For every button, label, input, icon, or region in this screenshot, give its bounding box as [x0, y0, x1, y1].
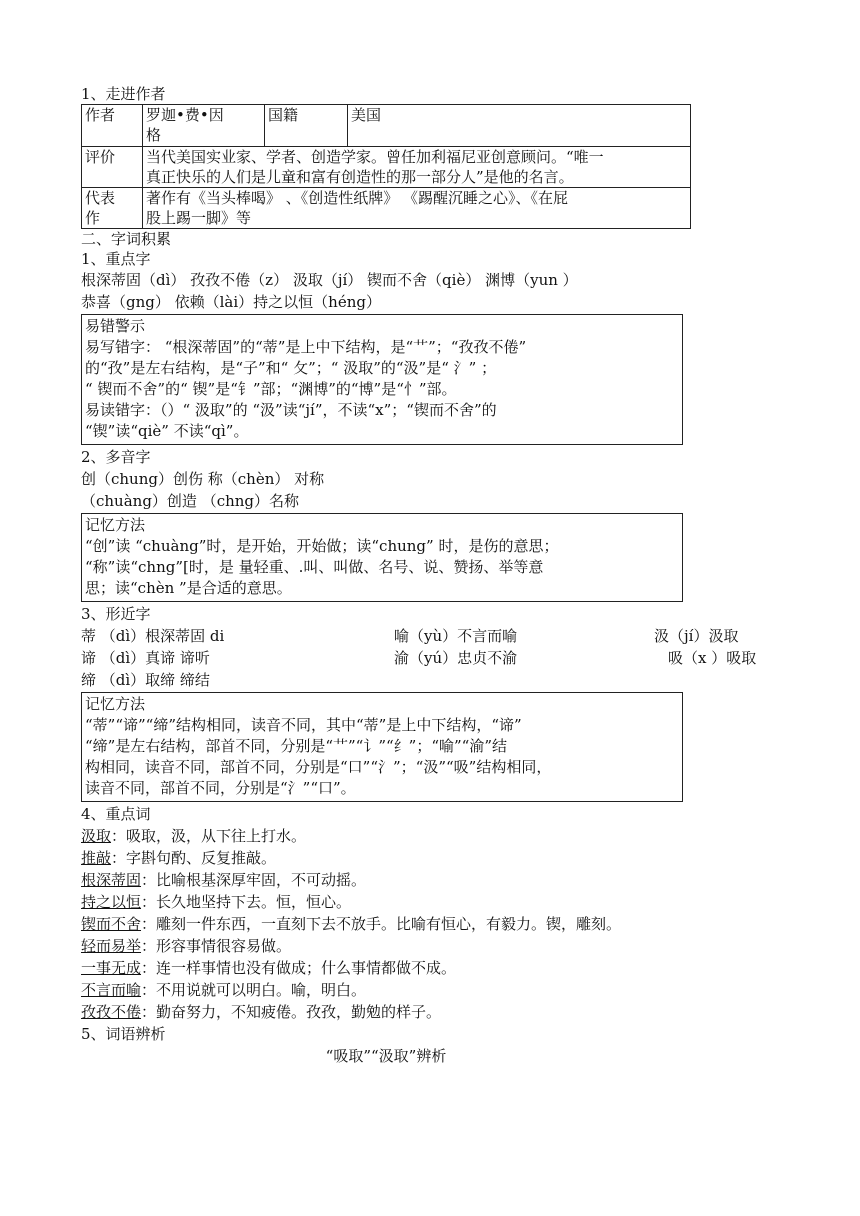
- box-title: 记忆方法: [85, 695, 146, 713]
- word-entry: [81, 979, 781, 1001]
- section-heading: 二、字词积累: [81, 230, 172, 248]
- similar-item: 蒂 （dì）根深蒂固 di: [81, 627, 225, 645]
- similar-item: 缔 （dì）取缔 缔结: [81, 671, 210, 689]
- box-line: 易写错字： “根深蒂固”的“蒂”是上中下结构，是“艹”；“孜孜不倦”: [85, 338, 527, 356]
- word-term: 根深蒂固: [81, 871, 142, 889]
- word-definition: ：雕刻一件东西，一直刻下去不放手。比喻有恒心，有毅力。锲，雕刻。: [141, 915, 622, 933]
- table-cell: [82, 188, 143, 229]
- box-line: “缔”是左右结构，部首不同，分别是“艹”“讠”“纟”；“喻”“渝”结: [85, 737, 508, 755]
- subsection-heading: 2、多音字: [81, 448, 151, 466]
- table-cell: 作者: [82, 105, 143, 147]
- word-term: 一事无成: [81, 959, 142, 977]
- text-line: 根深蒂固（dì） 孜孜不倦（z） 汲取（jí） 锲而不舍（qiè） 渊博（yun ）: [81, 271, 578, 289]
- word-definition: ：比喻根基深厚牢固，不可动摇。: [141, 871, 367, 889]
- box-line: 的“孜”是左右结构，是“子”和“ 攵”；“ 汲取”的“汲”是“ 氵” ；: [85, 359, 497, 377]
- word-term: 孜孜不倦: [81, 1003, 142, 1021]
- table-cell: 美国: [348, 105, 691, 147]
- word-definition: ：不用说就可以明白。喻，明白。: [141, 981, 367, 999]
- author-name-line: 罗迦•费•因: [146, 106, 224, 124]
- similar-row: [81, 625, 781, 647]
- word-term: 推敲: [81, 849, 112, 867]
- similar-item: 吸（x ）吸取: [668, 649, 757, 667]
- word-definition: ：勤奋努力，不知疲倦。孜孜，勤勉的样子。: [141, 1003, 442, 1021]
- table-cell: 评价: [82, 147, 143, 188]
- text-line: （chuàng）创造 （chng）名称: [81, 492, 300, 510]
- table-row: [82, 147, 691, 188]
- word-entry: [81, 913, 781, 935]
- word-definition: ：形容事情很容易做。: [141, 937, 292, 955]
- box-line: 读音不同，部首不同，分别是“氵”“口”。: [85, 779, 356, 797]
- box-line: “蒂”“谛”“缔”结构相同，读音不同，其中“蒂”是上中下结构，“谛”: [85, 716, 522, 734]
- section-heading: 1、走进作者: [81, 85, 166, 103]
- similar-item: 汲（jí）汲取: [654, 627, 739, 645]
- table-cell: [143, 188, 691, 229]
- table-cell: [143, 105, 265, 147]
- cell-line: 作: [85, 209, 101, 227]
- similar-item: 喻（yù）不言而喻: [394, 627, 518, 645]
- word-entry: [81, 935, 781, 957]
- author-name-line: 格: [146, 126, 162, 144]
- similar-row: [81, 669, 781, 691]
- box-line: 思；读“chèn ”是合适的意思。: [85, 579, 292, 597]
- cell-line: 股上踢一脚》等: [146, 209, 252, 227]
- memory-box: [81, 692, 683, 802]
- analysis-title: “吸取”“汲取”辨析: [325, 1047, 447, 1065]
- word-entry: [81, 957, 781, 979]
- subsection-heading: 3、形近字: [81, 605, 151, 623]
- table-row: [82, 188, 691, 229]
- box-line: “ 锲而不舍”的“ 锲”是“钅”部；“渊博”的“博”是“忄”部。: [85, 380, 457, 398]
- word-entry: [81, 847, 781, 869]
- author-table: [81, 104, 691, 229]
- text-line: 恭喜（gng） 依赖（lài）持之以恒（héng）: [81, 293, 381, 311]
- table-cell: [143, 147, 691, 188]
- box-title: 记忆方法: [85, 516, 146, 534]
- word-entry: [81, 891, 781, 913]
- box-line: 构相同，读音不同，部首不同，分别是“口”“氵”；“汲”“吸”结构相同，: [85, 758, 552, 776]
- word-entry: [81, 1001, 781, 1023]
- word-entry: [81, 825, 781, 847]
- cell-line: 当代美国实业家、学者、创造学家。曾任加利福尼亚创意顾问。“唯一: [146, 148, 604, 166]
- similar-item: 谛 （dì）真谛 谛听: [81, 649, 210, 667]
- similar-item: 渝（yú）忠贞不渝: [394, 649, 518, 667]
- word-definition: ：长久地坚持下去。恒，恒心。: [141, 893, 352, 911]
- word-term: 轻而易举: [81, 937, 142, 955]
- table-row: [82, 105, 691, 147]
- box-line: “创”读 “chuàng”时，是开始，开始做；读“chung” 时，是伤的意思；: [85, 537, 559, 555]
- word-definition: ：连一样事情也没有做成；什么事情都做不成。: [141, 959, 457, 977]
- box-title: 易错警示: [85, 317, 146, 335]
- cell-line: 代表: [85, 189, 116, 207]
- word-definition: ：吸取，汲，从下往上打水。: [111, 827, 307, 845]
- subsection-heading: 5、词语辨析: [81, 1025, 166, 1043]
- word-term: 汲取: [81, 827, 112, 845]
- subsection-heading: 4、重点词: [81, 805, 151, 823]
- similar-row: [81, 647, 781, 669]
- table-cell: 国籍: [265, 105, 348, 147]
- word-term: 持之以恒: [81, 893, 142, 911]
- box-line: 易读错字：（）“ 汲取”的 “汲”读“jí”，不读“x”；“锲而不舍”的: [85, 401, 497, 419]
- word-term: 不言而喻: [81, 981, 142, 999]
- cell-line: 著作有《当头棒喝》 、《创造性纸牌》 《踢醒沉睡之心》、《在屁: [146, 189, 569, 207]
- box-line: “锲”读“qiè” 不读“qì”。: [85, 422, 249, 440]
- warning-box: [81, 314, 683, 445]
- cell-line: 真正快乐的人们是儿童和富有创造性的那一部分人”是他的名言。: [146, 168, 574, 186]
- document-page: [81, 84, 781, 1067]
- subsection-heading: 1、重点字: [81, 250, 151, 268]
- word-entry: [81, 869, 781, 891]
- text-line: 创（chung）创伤 称（chèn） 对称: [81, 470, 325, 488]
- memory-box: [81, 513, 683, 602]
- word-definition: ：字斟句酌、反复推敲。: [111, 849, 277, 867]
- word-term: 锲而不舍: [81, 915, 142, 933]
- box-line: “称”读“chng”[时，是 量轻重、.叫、叫做、名号、说、赞扬、举等意: [85, 558, 544, 576]
